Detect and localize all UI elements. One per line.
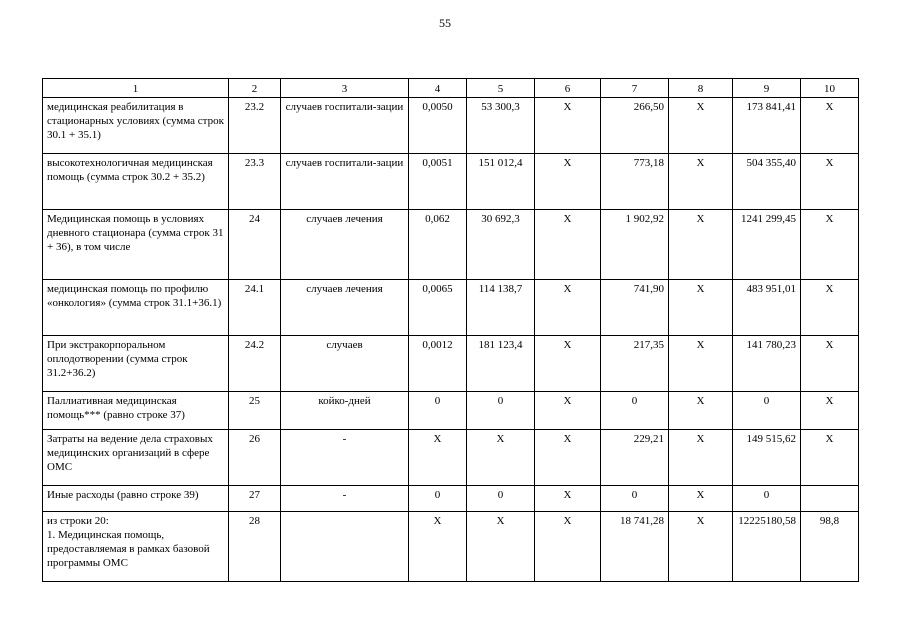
table-cell: 1241 299,45 <box>733 210 801 280</box>
column-header: 9 <box>733 79 801 98</box>
table-cell: 741,90 <box>601 280 669 336</box>
table-cell: X <box>535 98 601 154</box>
table-cell: 0 <box>601 486 669 512</box>
table-cell: X <box>669 336 733 392</box>
table-row <box>43 336 859 392</box>
table-cell: 0,0012 <box>409 336 467 392</box>
table-cell: X <box>801 392 859 430</box>
table-cell: 0,0051 <box>409 154 467 210</box>
table-cell: 0 <box>601 392 669 430</box>
unit-cell <box>281 512 409 582</box>
table-row <box>43 210 859 280</box>
table-cell: X <box>801 98 859 154</box>
unit-cell: - <box>281 430 409 486</box>
table-cell: 53 300,3 <box>467 98 535 154</box>
table-cell: X <box>535 512 601 582</box>
row-number: 24 <box>229 210 281 280</box>
column-header: 5 <box>467 79 535 98</box>
row-name: Медицинская помощь в условиях дневного стационара (сумма строк 31 + 36), в том числе <box>43 210 229 280</box>
table-cell: X <box>801 280 859 336</box>
table-row <box>43 392 859 430</box>
unit-cell: случаев госпитали-зации <box>281 154 409 210</box>
table-row <box>43 98 859 154</box>
table-cell: 504 355,40 <box>733 154 801 210</box>
table-row <box>43 280 859 336</box>
unit-cell: случаев лечения <box>281 280 409 336</box>
table-cell: X <box>669 486 733 512</box>
row-number: 23.2 <box>229 98 281 154</box>
table-row <box>43 154 859 210</box>
table-cell: 30 692,3 <box>467 210 535 280</box>
table-cell: X <box>669 430 733 486</box>
table-cell: 229,21 <box>601 430 669 486</box>
row-name: Паллиативная медицинская помощь*** (равно строке 37) <box>43 392 229 430</box>
table-cell: X <box>801 210 859 280</box>
table-cell: 217,35 <box>601 336 669 392</box>
column-header: 3 <box>281 79 409 98</box>
page-number: 55 <box>439 16 451 30</box>
table-cell: 0 <box>409 486 467 512</box>
column-header: 10 <box>801 79 859 98</box>
table-cell: X <box>669 210 733 280</box>
row-name: медицинская реабилитация в стационарных условиях (сумма строк 30.1 + 35.1) <box>43 98 229 154</box>
row-number: 25 <box>229 392 281 430</box>
table-cell: 0 <box>733 392 801 430</box>
table-cell: X <box>801 430 859 486</box>
row-name <box>43 512 229 582</box>
table-cell: 0,062 <box>409 210 467 280</box>
row-name: При экстракорпоральном оплодотворении (сумма строк 31.2+36.2) <box>43 336 229 392</box>
row-name: Иные расходы (равно строке 39) <box>43 486 229 512</box>
row-name-line: из строки 20: <box>47 515 109 527</box>
table-cell: X <box>409 512 467 582</box>
table-cell: X <box>669 154 733 210</box>
unit-cell: койко-дней <box>281 392 409 430</box>
header-row <box>43 79 859 98</box>
row-number: 24.2 <box>229 336 281 392</box>
table-cell: 266,50 <box>601 98 669 154</box>
unit-cell: случаев лечения <box>281 210 409 280</box>
table-cell: 149 515,62 <box>733 430 801 486</box>
table-cell: 1 902,92 <box>601 210 669 280</box>
table-cell: X <box>467 512 535 582</box>
table-cell: X <box>801 336 859 392</box>
table-cell: 141 780,23 <box>733 336 801 392</box>
table-cell: 114 138,7 <box>467 280 535 336</box>
table-cell <box>801 486 859 512</box>
column-header: 4 <box>409 79 467 98</box>
table-cell: X <box>669 98 733 154</box>
row-number: 27 <box>229 486 281 512</box>
table-cell: X <box>669 280 733 336</box>
table-cell: 0 <box>409 392 467 430</box>
column-header: 7 <box>601 79 669 98</box>
table-cell: X <box>535 280 601 336</box>
table-row <box>43 512 859 582</box>
table-cell: 12225180,58 <box>733 512 801 582</box>
table-cell: X <box>669 512 733 582</box>
row-name: высокотехнологичная медицинская помощь (сумма строк 30.2 + 35.2) <box>43 154 229 210</box>
column-header: 8 <box>669 79 733 98</box>
table-row <box>43 486 859 512</box>
table-row <box>43 430 859 486</box>
table-cell: 151 012,4 <box>467 154 535 210</box>
row-number: 26 <box>229 430 281 486</box>
row-name: Затраты на ведение дела страховых медицинских организаций в сфере ОМС <box>43 430 229 486</box>
table-cell: 0,0065 <box>409 280 467 336</box>
table-cell: X <box>535 210 601 280</box>
table-cell: X <box>467 430 535 486</box>
table-cell: X <box>535 154 601 210</box>
table-cell: 0,0050 <box>409 98 467 154</box>
row-number: 28 <box>229 512 281 582</box>
table-cell: X <box>669 392 733 430</box>
table-cell: X <box>535 336 601 392</box>
table-cell: 0 <box>467 486 535 512</box>
table-cell: 18 741,28 <box>601 512 669 582</box>
table-cell: 483 951,01 <box>733 280 801 336</box>
table-cell: 773,18 <box>601 154 669 210</box>
unit-cell: - <box>281 486 409 512</box>
unit-cell: случаев <box>281 336 409 392</box>
table-cell: X <box>535 486 601 512</box>
row-name: медицинская помощь по профилю «онкология» (сумма строк 31.1+36.1) <box>43 280 229 336</box>
column-header: 6 <box>535 79 601 98</box>
unit-cell: случаев госпитали-зации <box>281 98 409 154</box>
table-cell: X <box>409 430 467 486</box>
table-cell: X <box>535 392 601 430</box>
column-header: 1 <box>43 79 229 98</box>
table-cell: X <box>801 154 859 210</box>
data-table <box>42 78 859 582</box>
table-cell: 98,8 <box>801 512 859 582</box>
row-number: 24.1 <box>229 280 281 336</box>
row-number: 23.3 <box>229 154 281 210</box>
table-cell: 181 123,4 <box>467 336 535 392</box>
table-cell: 0 <box>467 392 535 430</box>
row-name-line: 1. Медицинская помощь, предоставляемая в рамках базовой программы ОМС <box>47 529 210 569</box>
table-cell: 173 841,41 <box>733 98 801 154</box>
table-cell: 0 <box>733 486 801 512</box>
table-cell: X <box>535 430 601 486</box>
column-header: 2 <box>229 79 281 98</box>
